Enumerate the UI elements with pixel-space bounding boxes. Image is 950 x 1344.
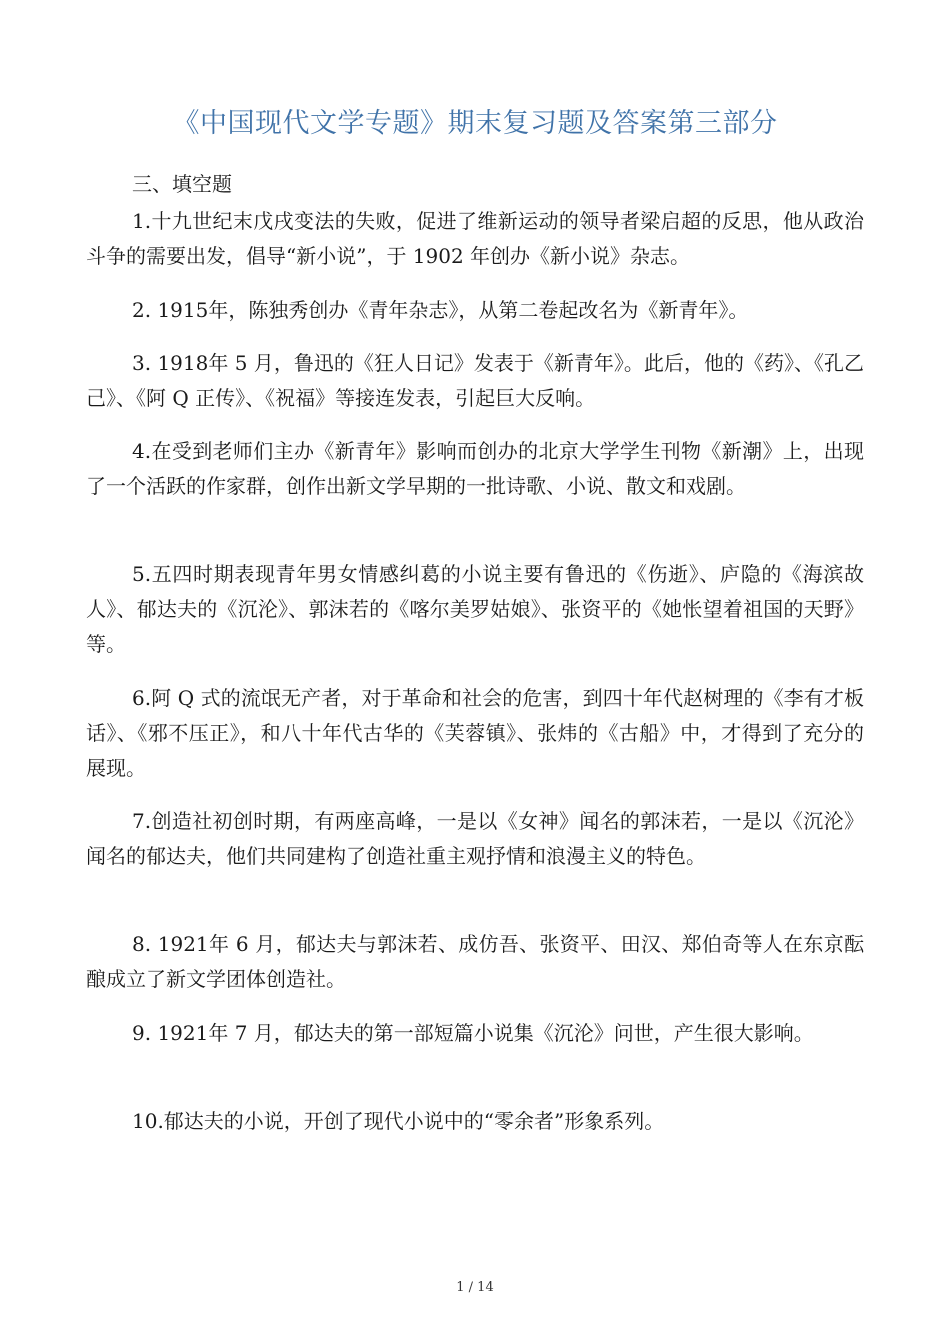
question-item-8: 8. 1921年 6 月，郁达夫与郭沫若、成仿吾、张资平、田汉、郑伯奇等人在东京酝酿成立了新文学团体创造社。 xyxy=(86,932,864,991)
question-item-9: 9. 1921年 7 月，郁达夫的第一部短篇小说集《沉沦》问世，产生很大影响。 xyxy=(132,1021,814,1045)
question-item-3: 3. 1918年 5 月，鲁迅的《狂人日记》发表于《新青年》。此后，他的《药》、《孔乙己》、《阿 Q 正传》、《祝福》等接连发表，引起巨大反响。 xyxy=(86,351,864,410)
question-item-10: 10.郁达夫的小说，开创了现代小说中的“零余者”形象系列。 xyxy=(132,1109,665,1133)
question-item-5: 5.五四时期表现青年男女情感纠葛的小说主要有鲁迅的《伤逝》、庐隐的《海滨故人》、郁达夫的《沉沦》、郭沫若的《喀尔美罗姑娘》、张资平的《她怅望着祖国的天野》等。 xyxy=(86,562,864,656)
question-item-7: 7.创造社初创时期，有两座高峰，一是以《女神》闻名的郭沫若，一是以《沉沦》闻名的郁达夫，他们共同建构了创造社重主观抒情和浪漫主义的特色。 xyxy=(86,809,864,868)
page-indicator: 1 / 14 xyxy=(456,1280,494,1295)
question-item-2: 2. 1915年，陈独秀创办《青年杂志》，从第二卷起改名为《新青年》。 xyxy=(132,298,749,322)
section-heading: 三、填空题 xyxy=(132,172,232,196)
question-item-4: 4.在受到老师们主办《新青年》影响而创办的北京大学学生刊物《新潮》上，出现了一个活跃的作家群，创作出新文学早期的一批诗歌、小说、散文和戏剧。 xyxy=(86,439,864,498)
document-title: 《中国现代文学专题》期末复习题及答案第三部分 xyxy=(172,108,778,139)
question-item-1: 1.十九世纪末戊戌变法的失败，促进了维新运动的领导者梁启超的反思，他从政治斗争的需要出发，倡导“新小说”，于 1902 年创办《新小说》杂志。 xyxy=(86,209,864,268)
question-item-6: 6.阿 Q 式的流氓无产者，对于革命和社会的危害，到四十年代赵树理的《李有才板话》、《邪不压正》，和八十年代古华的《芙蓉镇》、张炜的《古船》中，才得到了充分的展现。 xyxy=(86,686,864,780)
